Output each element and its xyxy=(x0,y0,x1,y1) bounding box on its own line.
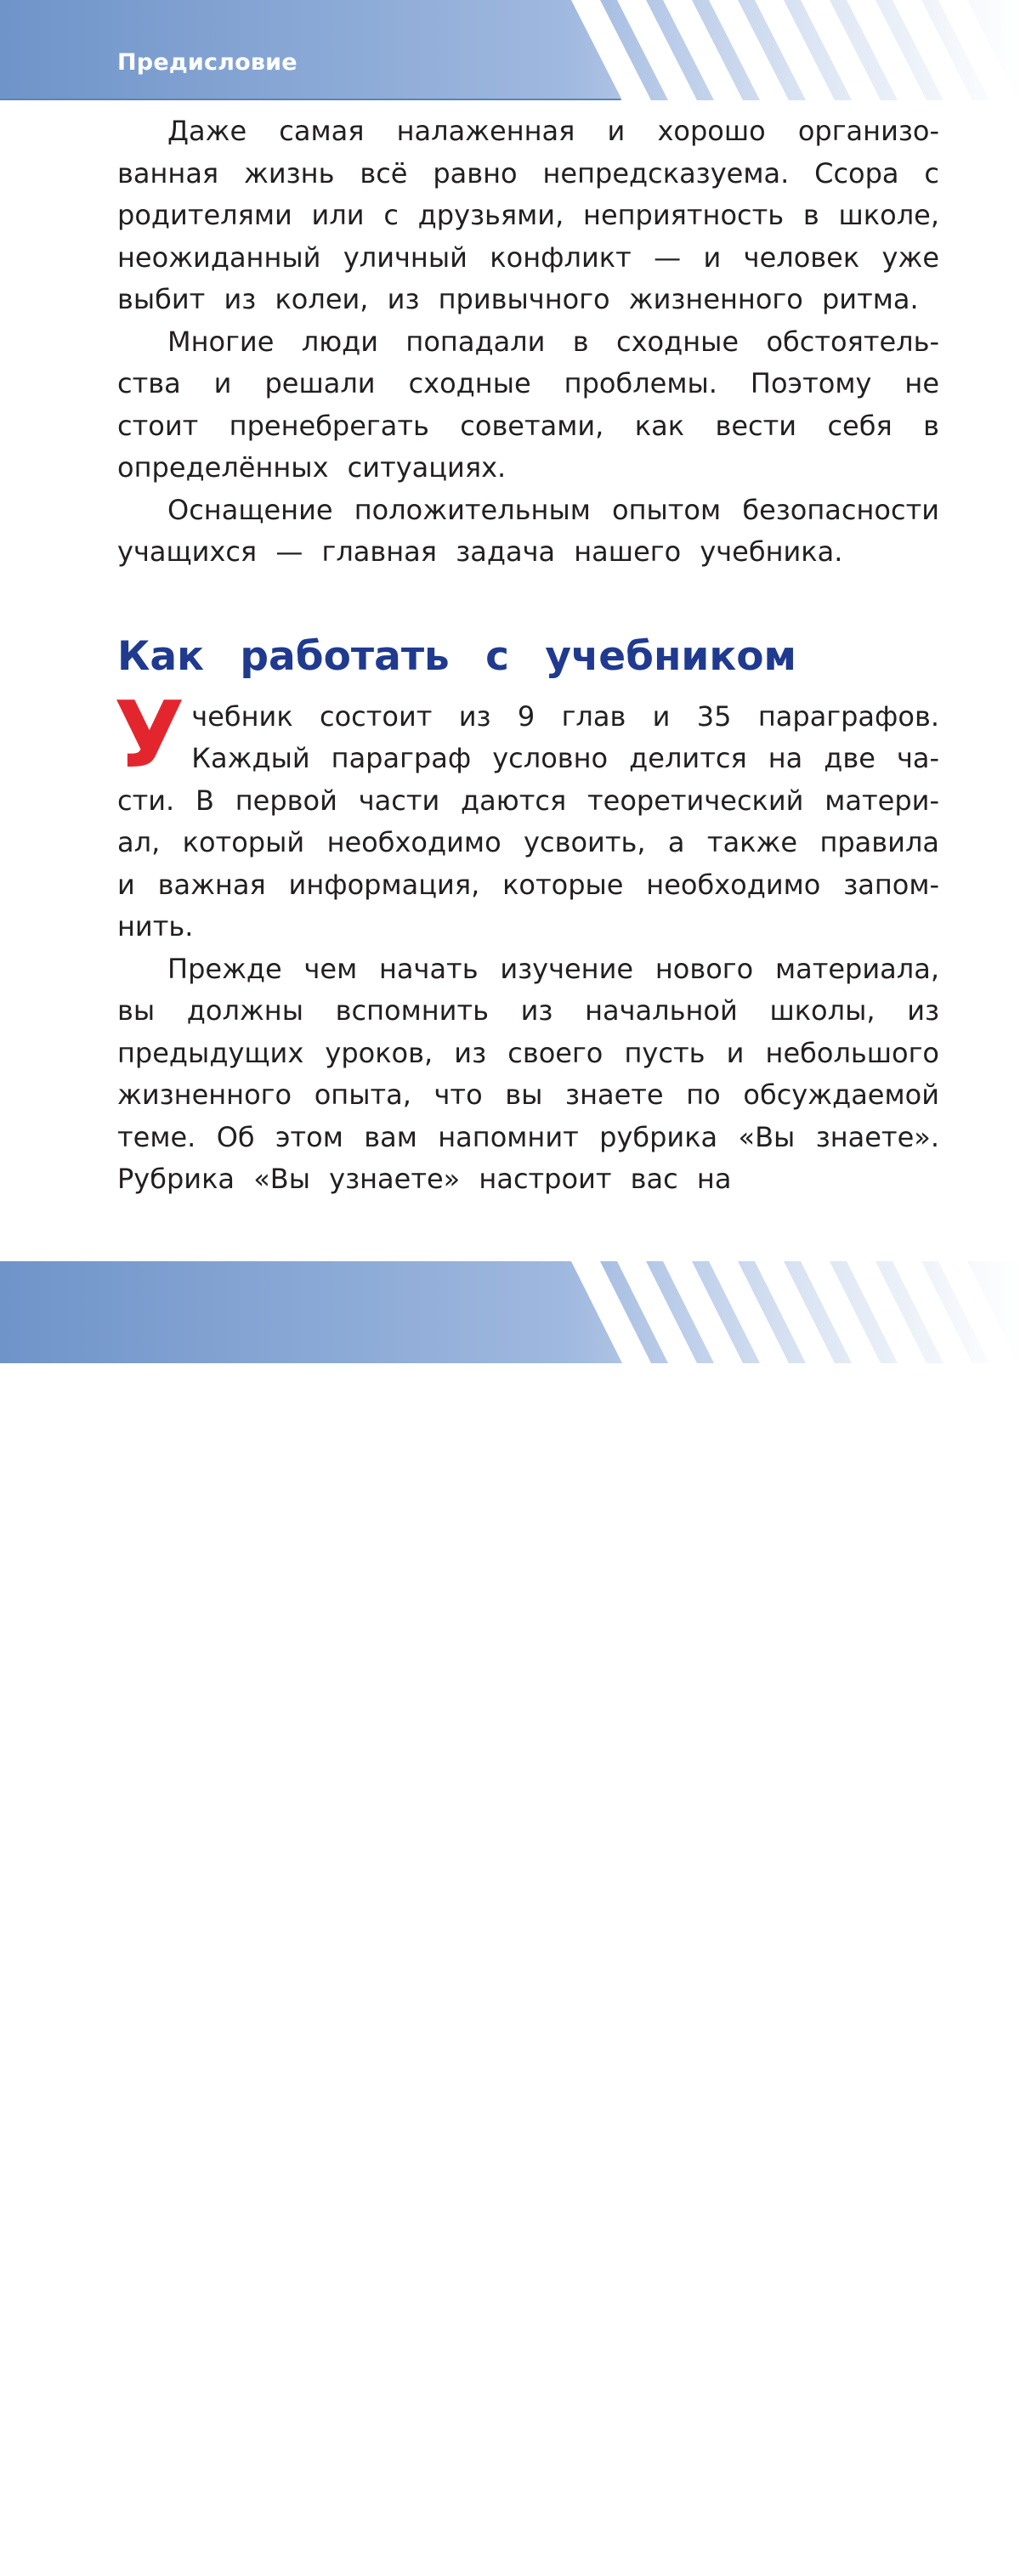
how-to-heading: Как работать с учебником xyxy=(117,632,796,680)
intro-paragraph-1: Даже самая налаженная и хорошо организованная жизнь всё равно непредсказуема. Ссора с родителями или с друзьями, неприятность в школе, неожиданный уличный конфликт — и человек уже выбит из колеи, из привычного жизненного ритма. xyxy=(117,115,939,315)
section-title: Предисловие xyxy=(117,49,298,76)
intro-paragraph-3: Оснащение положительным опытом безопасности учащихся — главная задача нашего учебника. xyxy=(117,493,939,568)
header-band xyxy=(0,0,1020,100)
footer-band xyxy=(0,1261,1020,2576)
intro-paragraph-2: Многие люди попадали в сходные обстоятельства и решали сходные проблемы. Поэтому не стоит пренебрегать советами, как вести себя в определённых ситуациях. xyxy=(117,325,939,484)
page-content xyxy=(114,110,939,1201)
page-number: 4 xyxy=(65,2544,84,2576)
drop-cap-letter: У xyxy=(114,682,185,789)
how-to-paragraph-2: Прежде чем начать изучение нового материала, вы должны вспомнить из начальной школы, из предыдущих уроков, из своего пусть и небольшого жизненного опыта, что вы знаете по обсуждаемой теме. Об этом вам напомнит рубрика «Вы знаете». Рубрика «Вы узнаете» настроит вас на xyxy=(117,952,939,1195)
footer-stripes-graphic xyxy=(0,1261,1020,1363)
how-to-paragraph-1 xyxy=(114,682,939,948)
how-to-paragraph-1-text: чебник состоит из 9 глав и 35 параграфов. Каждый параграф условно делится на две части. В первой части даются теоретический материал, который необходимо усвоить, а также правила и важная информация, которые необходимо запомнить. xyxy=(117,699,939,943)
